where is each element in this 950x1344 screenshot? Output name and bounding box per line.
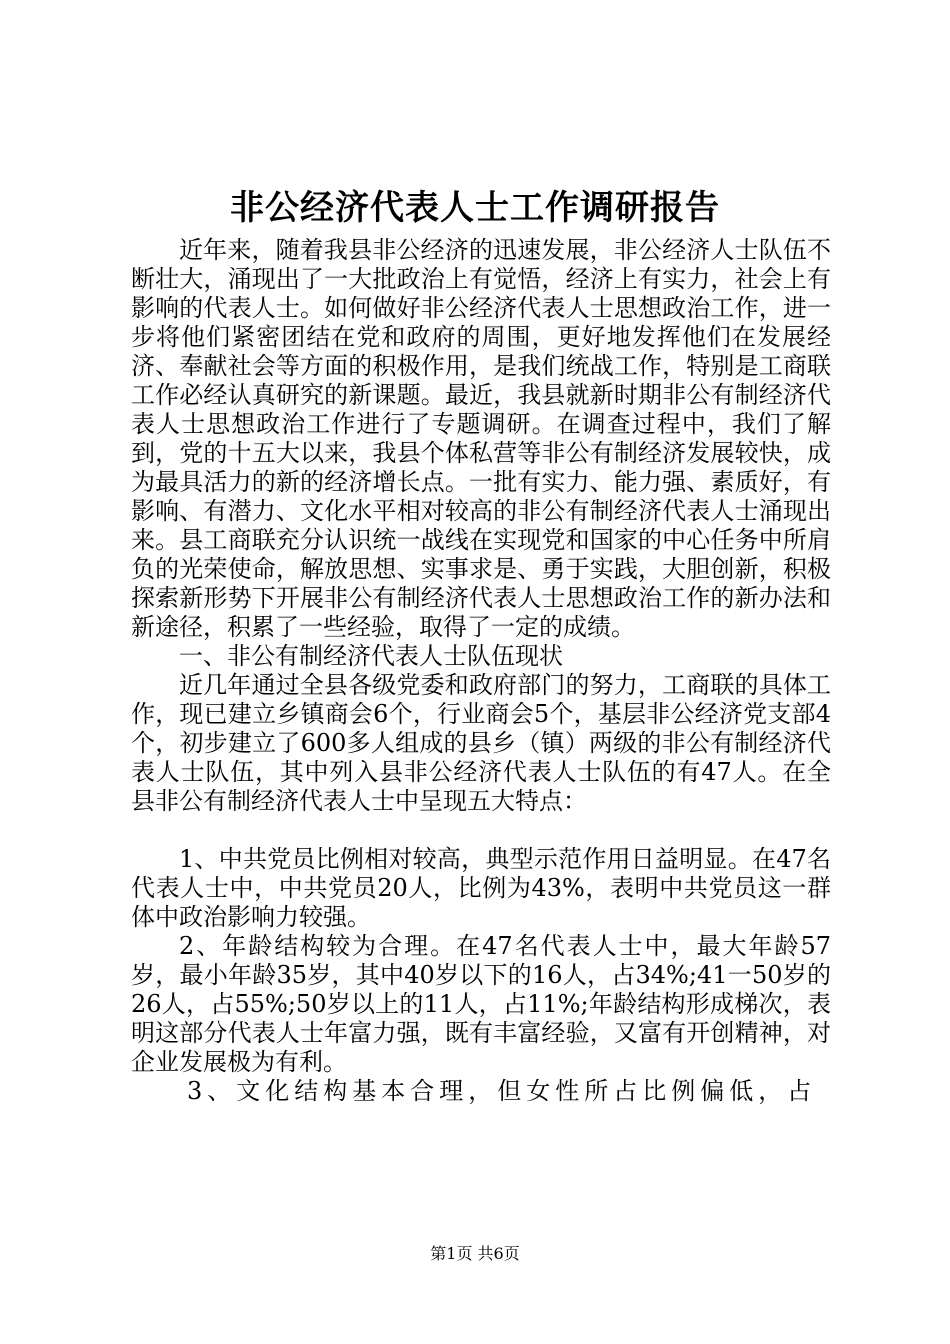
status-paragraph: 近几年通过全县各级党委和政府部门的努力，工商联的具体工作，现已建立乡镇商会6个，行业商会5个，基层非公经济党支部4个，初步建立了600多人组成的县乡（镇）两级的非公有制经济代表人士队伍，其中列入县非公经济代表人士队伍的有47人。在全县非公有制经济代表人士中呈现五大特点： (131, 671, 831, 815)
section-heading: 一、非公有制经济代表人士队伍现状 (179, 642, 563, 670)
document-title: 非公经济代表人士工作调研报告 (230, 188, 720, 228)
feature-1-paragraph: 1、中共党员比例相对较高，典型示范作用日益明显。在47名代表人士中，中共党员20人，比例为43%，表明中共党员这一群体中政治影响力较强。 (131, 845, 831, 931)
feature-3-paragraph: 3、文化结构基本合理，但女性所占比例偏低，占 (187, 1077, 817, 1105)
document-body (131, 236, 831, 1106)
feature-2-paragraph: 2、年龄结构较为合理。在47名代表人士中，最大年龄57岁，最小年龄35岁，其中40岁以下的16人，占34%;41一50岁的26人，占55%;50岁以上的11人，占11%;年龄结构形成梯次，表明这部分代表人士年富力强，既有丰富经验，又富有开创精神，对企业发展极为有利。 (131, 932, 831, 1076)
page-footer: 第1页 共6页 (430, 1244, 520, 1263)
paragraph-gap (131, 816, 831, 845)
intro-paragraph: 近年来，随着我县非公经济的迅速发展，非公经济人士队伍不断壮大，涌现出了一大批政治上有觉悟，经济上有实力，社会上有影响的代表人士。如何做好非公经济代表人士思想政治工作，进一步将他们紧密团结在党和政府的周围，更好地发挥他们在发展经济、奉献社会等方面的积极作用，是我们统战工作，特别是工商联工作必经认真研究的新课题。最近，我县就新时期非公有制经济代表人士思想政治工作进行了专题调研。在调查过程中，我们了解到，党的十五大以来，我县个体私营等非公有制经济发展较快，成为最具活力的新的经济增长点。一批有实力、能力强、素质好，有影响、有潜力、文化水平相对较高的非公有制经济代表人士涌现出来。县工商联充分认识统一战线在实现党和国家的中心任务中所肩负的光荣使命，解放思想、实事求是、勇于实践，大胆创新，积极探索新形势下开展非公有制经济代表人士思想政治工作的新办法和新途径，积累了一些经验，取得了一定的成绩。 (131, 236, 831, 641)
